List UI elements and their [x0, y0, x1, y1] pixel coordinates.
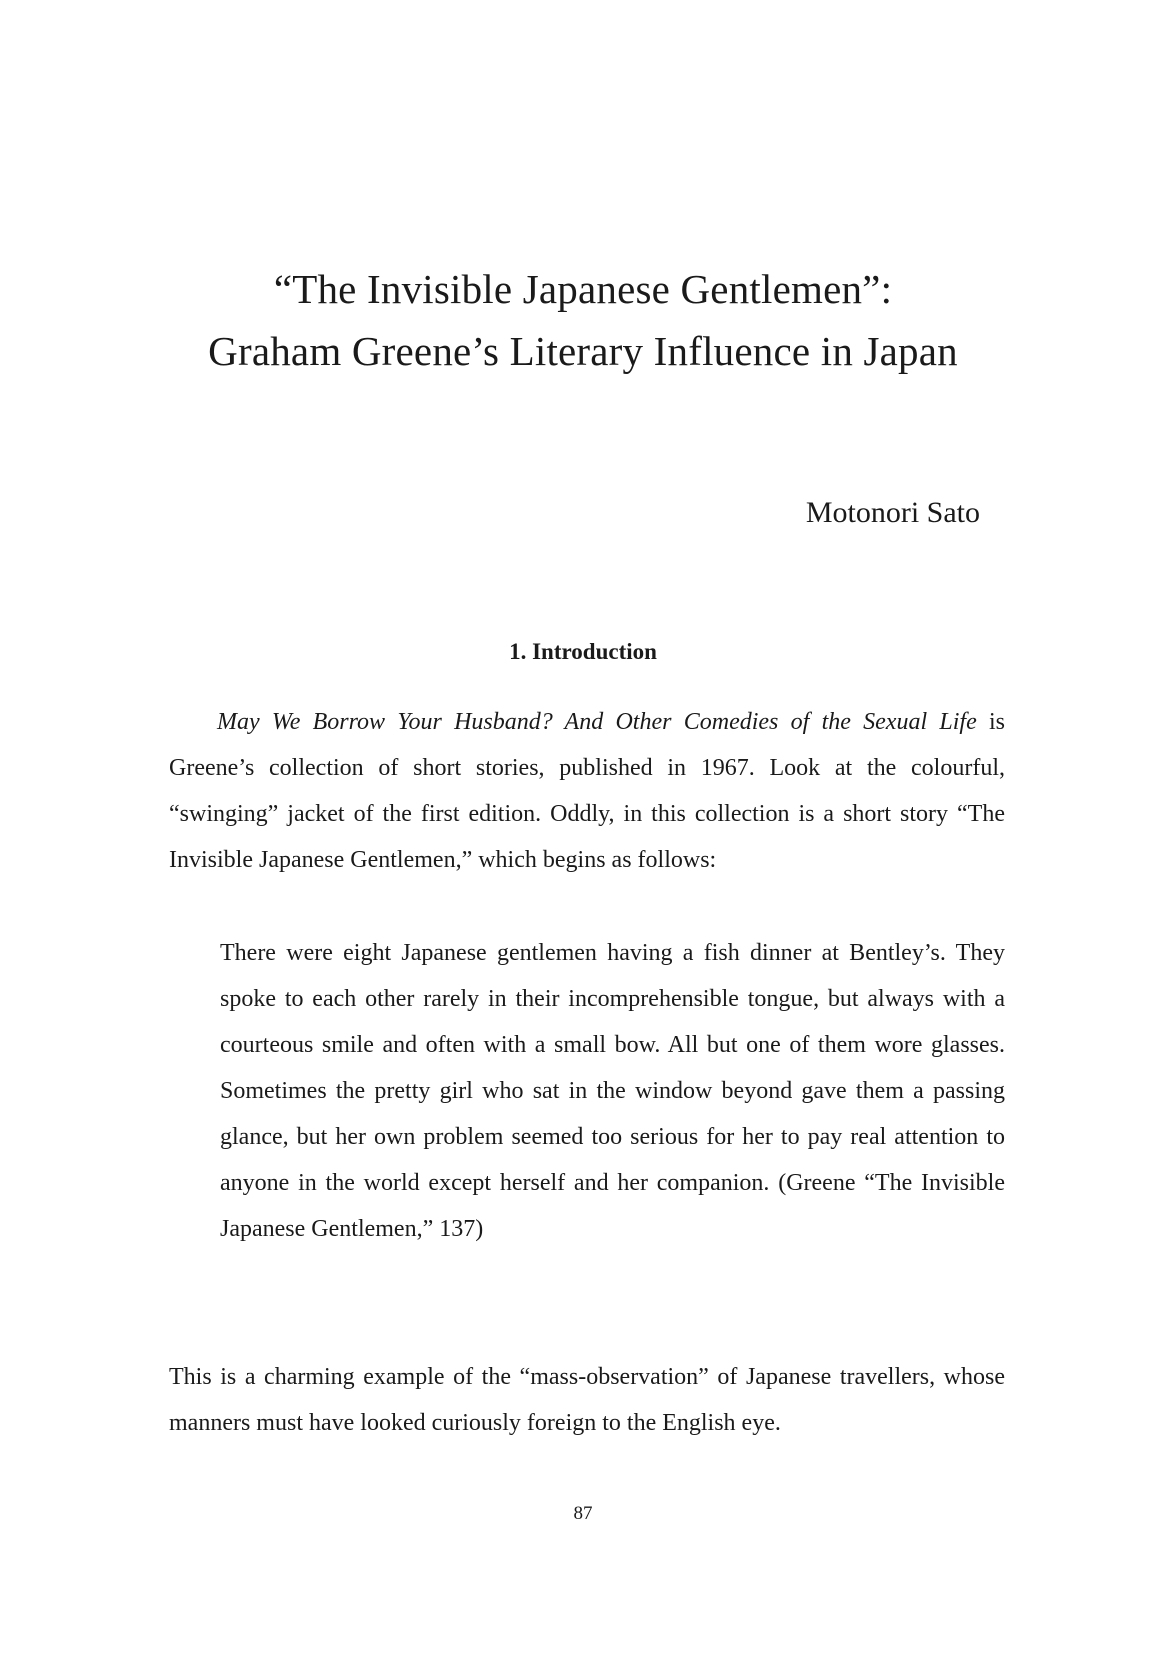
intro-text: is Greene’s collection of short stories, published in 1967. Look at the colourful, “swinging” jacket of the first edition. Oddly, in this collection is a short story “The Invisible Japanese Gentlemen,” which begins as follows:: [169, 709, 1005, 873]
title-line-1: “The Invisible Japanese Gentlemen”:: [273, 266, 893, 312]
book-title: May We Borrow Your Husband? And Other Comedies of the Sexual Life: [217, 709, 977, 735]
section-heading: 1. Introduction: [509, 639, 657, 664]
paper-title: [0, 258, 1166, 382]
author-name: Motonori Sato: [805, 496, 980, 529]
title-line-2: Graham Greene’s Literary Influence in Japan: [208, 328, 958, 374]
closing-paragraph: This is a charming example of the “mass-observation” of Japanese travellers, whose manners must have looked curiously foreign to the English eye.: [169, 1364, 1005, 1436]
block-quote: There were eight Japanese gentlemen having a fish dinner at Bentley’s. They spoke to each other rarely in their incomprehensible tongue, but always with a courteous smile and often with a small bow. All but one of them wore glasses. Sometimes the pretty girl who sat in the window beyond gave them a passing glance, but her own problem seemed too serious for her to pay real attention to anyone in the world except herself and her companion. (Greene “The Invisible Japanese Gentlemen,” 137): [220, 940, 1005, 1242]
page-number: 87: [573, 1503, 593, 1524]
intro-paragraph: [169, 699, 1005, 883]
